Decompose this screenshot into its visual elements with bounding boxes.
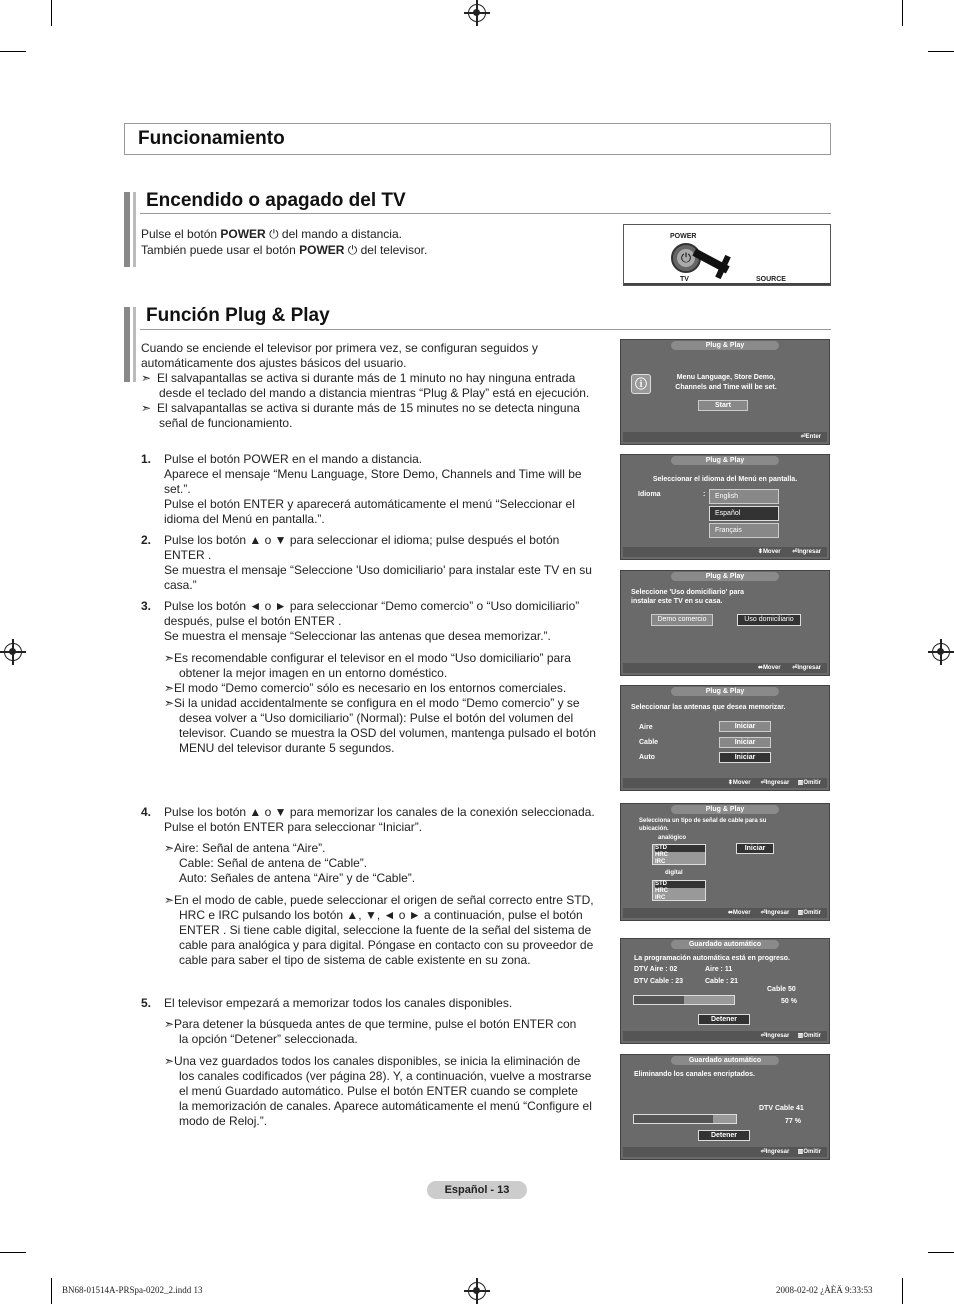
crop-mark: [928, 51, 954, 52]
registration-mark-icon: [932, 643, 950, 661]
crop-mark: [0, 1252, 26, 1253]
enter-icon: ⏎: [760, 780, 766, 786]
power-button-icon: ⏻: [671, 243, 701, 273]
crop-mark: [51, 0, 52, 26]
heading-bar: [124, 192, 136, 267]
step-5-notes-b: ➣Una vez guardados todos los canales disponibles, se inicia la eliminación de los canales codificados (ver página 28). Y, a continuación, vuelve a mostrarse el menú Guardado automático. Pulse el botón ENTER cuando se complete la memorización de canales. Aparece automáticamente el menú “Configure el modo de Reloj.”.: [164, 1054, 592, 1128]
enter-icon: ⏎: [800, 434, 806, 440]
step-number: 3.: [141, 599, 152, 613]
enter-icon: ⏎: [792, 665, 798, 671]
registration-mark-icon: [468, 1282, 486, 1300]
heading-rule: [140, 329, 831, 330]
crop-mark: [51, 1278, 52, 1304]
detener-button[interactable]: Detener: [698, 1014, 750, 1025]
language-option-francais[interactable]: Français: [709, 523, 779, 538]
skip-icon: ▥: [797, 910, 804, 916]
digital-signal-list[interactable]: STD HRC IRC: [652, 880, 706, 901]
enter-icon: ⏎: [760, 1033, 766, 1039]
osd-antenna: Plug & Play Seleccionar las antenas que desea memorizar. Aire Cable Auto Iniciar Iniciar Iniciar ⬍Mover ⏎Ingresar ▥Omitir: [620, 685, 830, 791]
footer-date: 2008-02-02 ¿ÀÈÄ 9:33:53: [776, 1285, 873, 1295]
step-number: 4.: [141, 805, 152, 819]
enter-icon: ⏎: [792, 549, 798, 555]
uso-domiciliario-button[interactable]: Uso domiciliario: [737, 614, 801, 626]
osd-auto-store-progress: Guardado automático La programación automática está en progreso. DTV Aire : 02 Aire : 11 DTV Cable : 23 Cable : 21 Cable 50 50 % Detener ⏎Ingresar ▥Omitir: [620, 938, 830, 1044]
step-5-notes-a: ➣Para detener la búsqueda antes de que termine, pulse el botón ENTER con la opción “Detener” seleccionada.: [164, 1017, 577, 1046]
analog-signal-list[interactable]: STD HRC IRC: [652, 844, 706, 865]
leftright-icon: ⬌: [757, 665, 763, 671]
progress-bar: [633, 1114, 737, 1124]
detener-button[interactable]: Detener: [698, 1130, 750, 1141]
registration-mark-icon: [468, 4, 486, 22]
step-1-text: Pulse el botón POWER en el mando a distancia. Aparece el mensaje “Menu Language, Store Demo, Channels and Time will be set.”. Pulse el botón ENTER y aparecerá automáticamente el menú “Seleccionar el idioma del Menú en pantalla.”.: [164, 452, 582, 526]
heading-plug-play: Función Plug & Play: [146, 305, 330, 326]
remote-source-label: SOURCE: [756, 276, 786, 283]
step-number: 5.: [141, 996, 152, 1010]
info-icon: ⓘ: [631, 374, 651, 394]
footer-file: BN68-01514A-PRSpa-0202_2.indd 13: [62, 1285, 203, 1295]
crop-mark: [928, 1252, 954, 1253]
heading-rule: [140, 213, 831, 214]
step-4-text: Pulse los botón ▲ o ▼ para memorizar los canales de la conexión seleccionada. Pulse el botón ENTER para seleccionar “Iniciar”.: [164, 805, 595, 834]
registration-mark-icon: [4, 643, 22, 661]
power-text-2: También puede usar el botón POWER ⏻ del televisor.: [141, 243, 428, 257]
move-icon: ⬌: [727, 910, 733, 916]
section-title: Funcionamiento: [138, 128, 285, 149]
demo-comercio-button[interactable]: Demo comercio: [651, 614, 713, 626]
step-number: 1.: [141, 452, 152, 466]
step-number: 2.: [141, 533, 152, 547]
crop-mark: [902, 1278, 903, 1304]
step-5-text: El televisor empezará a memorizar todos los canales disponibles.: [164, 996, 513, 1010]
skip-icon: ▥: [797, 1149, 804, 1155]
remote-illustration: [623, 224, 831, 286]
page-number-label: Español - 13: [427, 1181, 527, 1199]
crop-mark: [902, 0, 903, 26]
remote-power-label: POWER: [670, 233, 697, 240]
step-4-notes-b: ➣En el modo de cable, puede seleccionar el origen de señal correcto entre STD, HRC e IRC pulsando los botón ▲, ▼, ◄ o ► a continuación, pulse el botón ENTER . Si tiene cable digital, seleccione la fuente de la señal del sistema de cable para analógica y para digital. Póngase en contacto con su proveedor de cable para saber el tipo de sistema de cable existente en su zona.: [164, 893, 594, 967]
intro-text: Cuando se enciende el televisor por primera vez, se configuran seguidos y automáticamente dos ajustes básicos del usuario. ➣ El salvapantallas se activa si durante más de 1 minuto no hay ninguna entrada desde el teclado del mando a distancia mientras “Plug & Play” está en ejecución. ➣ El salvapantallas se activa si durante más de 15 minutes no se detecta ninguna señal de funcionamiento.: [141, 341, 590, 430]
iniciar-auto-button[interactable]: Iniciar: [719, 752, 771, 763]
osd-plug-play-start: Plug & Play ⓘ Menu Language, Store Demo, Channels and Time will be set. Start ⏎Enter: [620, 339, 830, 445]
step-3-notes: ➣Es recomendable configurar el televisor en el modo “Uso domiciliario” para obtener la mejor imagen en un entorno doméstico. ➣El modo “Demo comercio” sólo es necesario en los entornos comerciales. ➣Si la unidad accidentalmente se configura en el modo “Demo comercio” y se desea volver a “Uso domiciliario” (Normal): Pulse el botón del volumen del televisor. Cuando se muestra la OSD del volumen, mantenga pulsado el botón MENU del televisor durante 5 segundos.: [164, 651, 596, 755]
iniciar-cable-button[interactable]: Iniciar: [719, 737, 771, 748]
step-4-notes-a: ➣Aire: Señal de antena “Aire”. Cable: Señal de antena de “Cable”. Auto: Señales de antena “Aire” y de “Cable”.: [164, 841, 416, 885]
language-option-english[interactable]: English: [709, 489, 779, 504]
osd-home-use: Plug & Play Seleccione 'Uso domiciliario' para instalar este TV en su casa. Demo comercio Uso domiciliario ⬌Mover ⏎Ingresar: [620, 570, 830, 676]
step-2-text: Pulse los botón ▲ o ▼ para seleccionar el idioma; pulse después el botón ENTER . Se muestra el mensaje “Seleccione 'Uso domiciliario' para instalar este TV en su casa.”: [164, 533, 592, 592]
osd-auto-store-delete: Guardado automático Eliminando los canales encriptados. DTV Cable 41 77 % Detener ⏎Ingresar ▥Omitir: [620, 1054, 830, 1160]
heading-power: Encendido o apagado del TV: [146, 190, 406, 211]
updown-icon: ⬍: [757, 549, 763, 555]
heading-bar: [124, 307, 136, 382]
remote-tv-label: TV: [680, 276, 689, 283]
updown-icon: ⬍: [727, 780, 733, 786]
start-button[interactable]: Start: [698, 400, 748, 411]
skip-icon: ▥: [797, 1033, 804, 1039]
step-3-text: Pulse los botón ◄ o ► para seleccionar “Demo comercio” o “Uso domiciliario” después, pulse el botón ENTER . Se muestra el mensaje “Seleccionar las antenas que desea memorizar.”.: [164, 599, 580, 643]
enter-icon: ⏎: [760, 910, 766, 916]
crop-mark: [0, 51, 26, 52]
skip-icon: ▥: [797, 780, 804, 786]
iniciar-button[interactable]: Iniciar: [736, 843, 774, 854]
enter-icon: ⏎: [760, 1149, 766, 1155]
language-option-espanol[interactable]: Español: [709, 506, 779, 521]
power-text-1: Pulse el botón POWER ⏻ del mando a distancia.: [141, 227, 402, 241]
osd-cable-type: Plug & Play Selecciona un tipo de señal de cable para su ubicación. analógico STD HRC IRC digital STD HRC IRC Iniciar ⬌Mover ⏎Ingresar ▥Omitir: [620, 803, 830, 921]
iniciar-aire-button[interactable]: Iniciar: [719, 721, 771, 732]
progress-bar: [633, 995, 735, 1005]
osd-language: Plug & Play Seleccionar el idioma del Menú en pantalla. Idioma : English Español Français ⬍Mover ⏎Ingresar: [620, 454, 830, 560]
